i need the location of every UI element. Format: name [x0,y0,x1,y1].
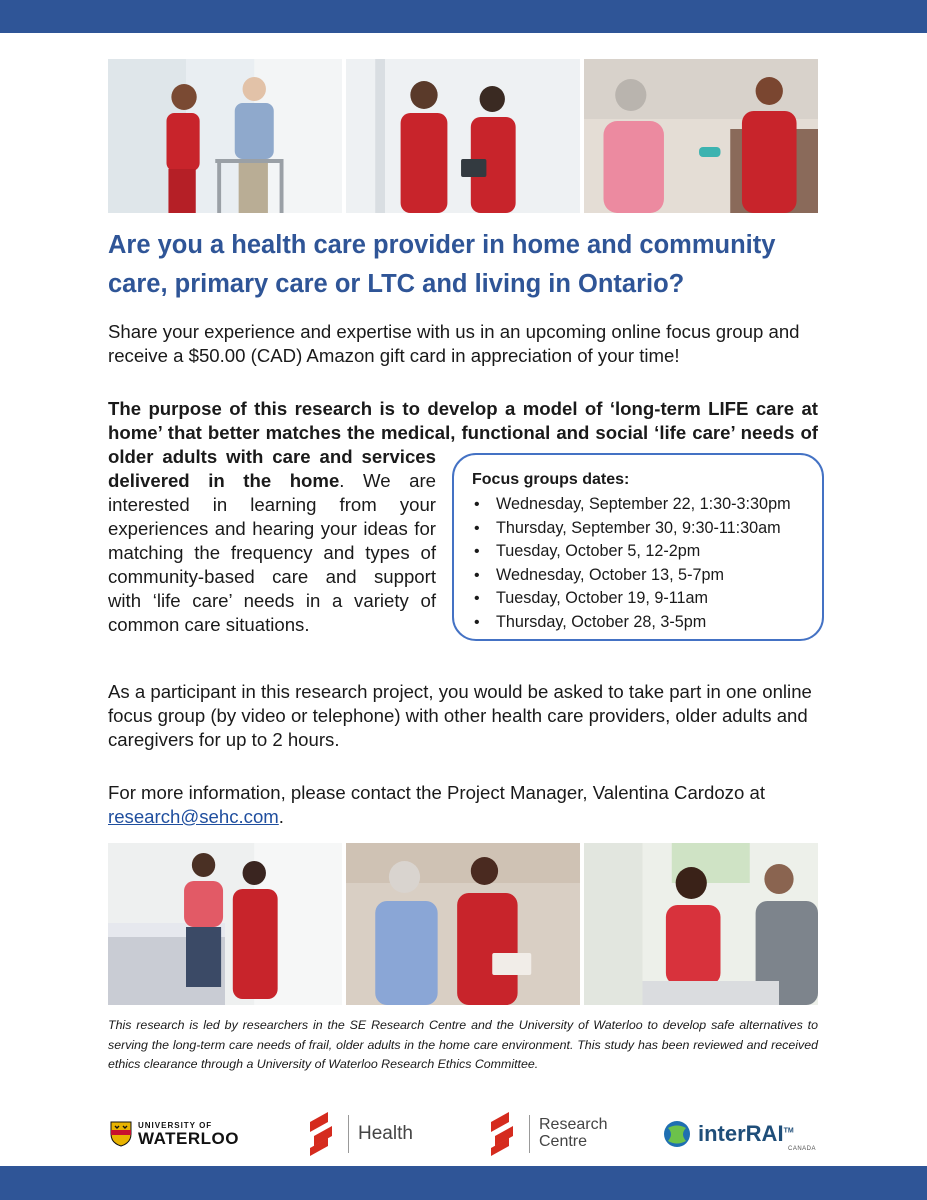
se-mark-icon [483,1110,521,1158]
uw-small-text: UNIVERSITY OF [138,1120,213,1130]
footnote: This research is led by researchers in the SE Research Centre and the University of Waterloo to develop safe alternatives to serving the long-term care needs of frail, older adults in the home care environment. This study has been reviewed and received ethics clearance through a University of Waterloo Research Ethics Committee. [108,1018,818,1071]
purpose-lead-rest: older adults with care and services delivered in the home [108,446,436,491]
se-health-word: Health [358,1123,413,1144]
bottom-photo-strip [108,843,818,1005]
focus-group-dates-box [452,453,824,641]
date-item: • Thursday, September 30, 9:30-11:30am [472,517,808,541]
focus-group-dates-list [472,493,808,634]
date-item: • Wednesday, September 22, 1:30-3:30pm [472,493,808,517]
photo-nurse-assisting-woman-on-bed [108,843,342,1005]
page-headline: Are you a health care provider in home and community care, primary care or LTC and living in Ontario? [108,231,776,298]
contact-email-link[interactable]: research@sehc.com [108,806,279,827]
photo-young-woman-meeting-with-man [584,843,818,1005]
interrai-text: interRAI [698,1121,784,1146]
se-mark-icon [302,1110,340,1158]
interrai-tm: TM [783,1127,794,1135]
purpose-paragraph [108,445,436,637]
logo-divider [529,1115,530,1153]
photo-nurse-with-senior-and-medication [346,843,580,1005]
photo-caregiver-with-walker [108,59,342,213]
date-item: • Tuesday, October 19, 9-11am [472,587,808,611]
intro-paragraph: Share your experience and expertise with us in an upcoming online focus group and receive a $50.00 (CAD) Amazon gift card in appreciation of your time! [108,321,800,366]
interrai-wordmark [698,1121,794,1147]
se-health-logo [302,1108,413,1160]
logo-divider [348,1115,349,1153]
contact-trailing: . [278,806,284,827]
participant-paragraph: As a participant in this research project, you would be asked to take part in one online focus group (by video or telephone) with other health care providers, older adults and caregivers for up to 2 hours. [108,681,812,750]
university-of-waterloo-logo [110,1108,239,1160]
photo-two-nurses-with-tablet [346,59,580,213]
focus-group-dates-title: Focus groups dates: [472,471,630,488]
interrai-canada-text: CANADA [788,1146,817,1152]
se-centre-word: Centre [539,1133,588,1150]
contact-paragraph [108,781,828,829]
se-research-word: Research [539,1116,608,1134]
waterloo-crest-icon [110,1121,132,1147]
date-item: • Thursday, October 28, 3-5pm [472,611,808,635]
se-research-centre-logo [483,1108,607,1160]
photo-senior-exercising-with-nurse [584,59,818,213]
contact-text: For more information, please contact the Project Manager, Valentina Cardozo at [108,782,765,803]
top-color-band [0,0,927,33]
purpose-lead-line: The purpose of this research is to develop a model of ‘long-term LIFE care at home’ that better matches the medical, functional and social ‘life care’ needs of [108,398,818,443]
interrai-globe-icon [662,1119,692,1149]
top-photo-strip [108,59,818,213]
bottom-color-band [0,1166,927,1200]
date-item: • Wednesday, October 13, 5-7pm [472,564,808,588]
date-item: • Tuesday, October 5, 12-2pm [472,540,808,564]
purpose-body: . We are interested in learning from your experiences and hearing your ideas for matching the frequency and types of community-based care and support with ‘life care’ needs in a variety of common care situations. [108,470,436,635]
interrai-canada-logo [662,1108,817,1160]
uw-big-text: WATERLOO [138,1128,239,1148]
